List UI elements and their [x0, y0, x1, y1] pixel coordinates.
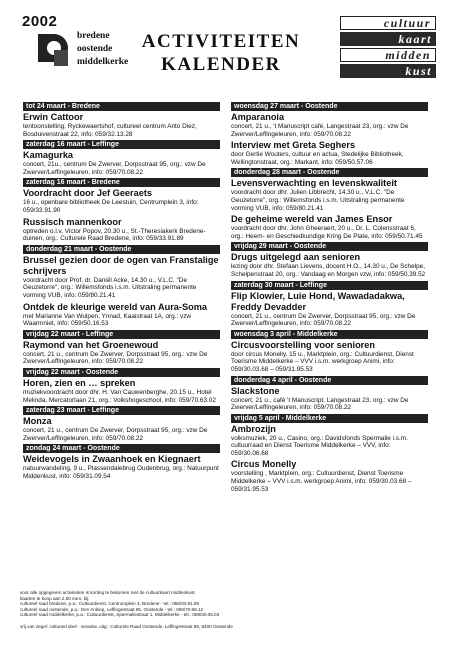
brand-logo: [340, 16, 436, 80]
event-title: Flip Klowier, Luie Hond, Wawadadakwa, Freddy Devadder: [231, 290, 405, 312]
date-bar: woensdag 3 april - Middelkerke: [231, 330, 428, 339]
event-title: Horen, zien en … spreken: [23, 377, 136, 388]
footer-line: cultureel raad middelkerke, p.a.: Cultuurdienst, Spermaliestraat 1, Middelkerke - tel.: 059/30.06.03: [20, 612, 220, 618]
event-desc: muziekvoordracht door dhr. H. Van Cauwenberghe, 20.15 u., Hotel Melinda, Mercatorlaan 21, org.: Volkshogeschool, info: 059/70.63.02: [23, 388, 216, 404]
event-title: Kamagurka: [23, 150, 74, 161]
footer-line: cultureel raad bredene, p.a.: Cultuurdienst, Centrumplein 3, Bredene - tel.: 059/33.91.89: [20, 601, 200, 607]
brand-line-3: midden: [340, 48, 436, 62]
event-desc: voordracht door Prof. dr. Daniël Acke, 14.30 u., V.L.C. "De Geuzetorre", org.: Willemsfonds i.s.m. Uitstraling permanente vorming VUB, info: 059/80.21.41: [23, 276, 197, 299]
footer: [20, 590, 440, 630]
event-desc: volksmuziek, 20 u., Casino, org.: Davidsfonds Spermalie i.s.m. cultuurraad en Dienst Toerisme Middelkerke – VVV, info: 059/30.06.68: [231, 434, 408, 457]
event-desc: optreden o.l.v. Victor Popov, 20.30 u., St.-Theresiakerk Bredene-duinen, org.: Culturele Raad Bredene, info: 059/33.91.89: [23, 227, 206, 243]
event-desc: voordracht door dhr. Julien Libbrecht, 14.30 u., V.L.C. "De Geuzetorre", org.: Willemsfonds i.s.m. Uitstraling permanente vorming VUB, info: 059/80.21.41: [231, 189, 405, 212]
event-desc: lezing door dhr. Stefaan Lievens, docent H.O., 14.30 u., De Schelpe, Schelpenstraat 20, org.: Vandaag en Morgen vzw, info: 059/50.39.52: [231, 263, 426, 278]
title-line-2: KALENDER: [161, 54, 281, 75]
date-bar: tot 24 maart - Bredene: [23, 102, 220, 111]
footer-line: kaarten te koop aan 2,50 euro, bij: [20, 595, 89, 601]
right-column: [231, 100, 428, 495]
event-title: Interview met Greta Seghers: [231, 140, 356, 151]
event-title: Brussel gezien door de ogen van Franstalige schrijvers: [23, 254, 219, 276]
town-list: [77, 30, 128, 69]
event-desc: concert, 21u., centrum De Zwerver, Dorpsstraat 95, org.: vzw De Zwerver/Leffingeleuren, info: 059/70.08.22: [23, 161, 206, 176]
event-desc: concert, 21 u., centrum De Zwerver, Dorpsstraat 95, org.: vzw De Zwerver/Leffingeleuren, info: 059/70.08.22: [231, 312, 416, 328]
event-desc: voordracht door dhr. John Gheeraert, 20 u., Dr. L. Colensstraat 6, org.: Heem- en Geschiedkundige Kring De Plate, info: 059/50.71.45: [231, 225, 423, 240]
date-bar: vrijdag 5 april - Middelkerke: [231, 414, 428, 423]
event-desc: concert, 21 u., centrum De Zwerver, Dorpsstraat 95, org.: vzw De Zwerver/Leffingeleuren, info: 059/70.08.22: [23, 427, 208, 442]
event-desc: 16 u., openbare bibliotheek De Leestuin, Centrumplein 3, info: 059/33.91.90: [23, 199, 199, 214]
date-bar: zaterdag 30 maart - Leffinge: [231, 281, 428, 290]
date-bar: woensdag 27 maart - Oostende: [231, 102, 428, 111]
date-bar: zaterdag 16 maart - Bredene: [23, 178, 220, 187]
page-title: [136, 30, 306, 76]
town-bredene: bredene: [77, 31, 110, 41]
date-bar: zaterdag 23 maart - Leffinge: [23, 406, 220, 415]
event-title: Circusvoorstelling voor senioren: [231, 339, 375, 350]
brand-line-1: cultuur: [340, 16, 436, 30]
event-title: Russisch mannenkoor: [23, 216, 122, 227]
brand-line-2: kaart: [340, 32, 436, 46]
event-title: Voordracht door Jef Geeraets: [23, 188, 153, 199]
date-bar: zondag 24 maart - Oostende: [23, 444, 220, 453]
event-title: Levensverwachting en levenskwaliteit: [231, 178, 397, 189]
date-bar: zaterdag 16 maart - Leffinge: [23, 140, 220, 149]
event-desc: concert, 21 u., 't Manuscript café, Langestraat 23, org.: vzw De Zwerver/Leffingeleuren, info: 059/70.08.22: [231, 123, 409, 138]
date-bar: donderdag 28 maart - Oostende: [231, 168, 428, 177]
event-title: Raymond van het Groenewoud: [23, 339, 159, 350]
event-title: Drugs uitgelegd aan senioren: [231, 252, 361, 263]
event-title: Monza: [23, 416, 52, 427]
date-bar: donderdag 4 april - Oostende: [231, 376, 428, 385]
event-desc: tentoonstelling, Ryckewaertshof, cultureel centrum Anto Diez, Bosduivenstraat 22, info: 059/32.13.28: [23, 123, 197, 138]
footer-line: cultureel raad oostende, p.a.: Den Ankiep, Leffingestraat 85, Oostende - tel.: 059/70.88.12: [20, 606, 204, 612]
date-bar: vrijdag 22 maart - Oostende: [23, 368, 220, 377]
event-title: Circus Monelly: [231, 459, 297, 470]
event-title: Erwin Cattoor: [23, 112, 84, 122]
town-middelkerke: middelkerke: [77, 57, 129, 67]
event-desc: voorstelling , Marktplein, org.: Cultuurdienst, Dienst Toerisme Middelkerke – VVV i.s.m. werkgroep Animi, info: 059/30.03.68 – 059/31.95.53: [231, 470, 412, 493]
brand-line-4: kust: [340, 64, 436, 78]
event-title: Ontdek de kleurige wereld van Aura-Soma: [23, 301, 207, 312]
event-title: Slackstone: [231, 385, 280, 396]
event-desc: met Marianne Van Wulpen, Ynnad, Kaaistraat 1A, org.: vzw Waarmniet, info: 059/50.16.53: [23, 312, 192, 328]
event-title: De geheime wereld van James Ensor: [231, 214, 393, 225]
title-line-1: ACTIVITEITEN: [141, 31, 301, 52]
event-desc: door circus Monelly, 15 u., Marktplein, org.: Cultuurdienst, Dienst Toerisme Middelkerke – VVV i.s.m. werkgroep Animi, info: 059/30.03.68 – 059/31.95.53: [231, 350, 414, 373]
publisher-line: vrij van zegel: cultureel doel · verantw. uitg.: Culturele Raad Oostende, Leffingestraat 85, 8400 Oostende: [20, 623, 233, 629]
town-oostende: oostende: [77, 44, 113, 54]
event-desc: concert, 21 u., café 't Manuscript, Langestraat 23, org.: vzw De Zwerver/Leffingeleuren, info: 059/70.08.22: [231, 396, 409, 412]
footer-line: voor alle opgegeven activiteiten is korting te bekomen met de cultuurkaart middenkust: [20, 590, 195, 595]
logo-icon: [34, 30, 70, 70]
event-title: Ambrozijn: [231, 423, 276, 434]
event-desc: concert, 21 u., centrum De Zwerver, Dorpsstraat 95, org.: vzw De Zwerver/Leffingeleuren, info: 059/70.08.22: [23, 350, 208, 366]
event-desc: natuurwandeling, 9 u., Plassendalebrug Oudenbrug, org.: Natuurpunt Middenkust, info: 059/31.09.54: [23, 465, 219, 480]
event-desc: door Gertie Wouters, cultuur en actua, Stedelijke Bibliotheek, Wellingtonstraat, org.: Markant, info: 059/50.57.06: [231, 151, 404, 166]
date-bar: vrijdag 22 maart - Leffinge: [23, 330, 220, 339]
event-title: Amparanoia: [231, 112, 285, 122]
date-bar: vrijdag 29 maart - Oostende: [231, 242, 428, 251]
event-title: Weidevogels in Zwaanhoek en Kiegnaert: [23, 454, 201, 465]
date-bar: donderdag 21 maart - Oostende: [23, 245, 220, 254]
header: [0, 0, 459, 92]
left-column: [23, 100, 220, 482]
year: 2002: [22, 13, 58, 30]
